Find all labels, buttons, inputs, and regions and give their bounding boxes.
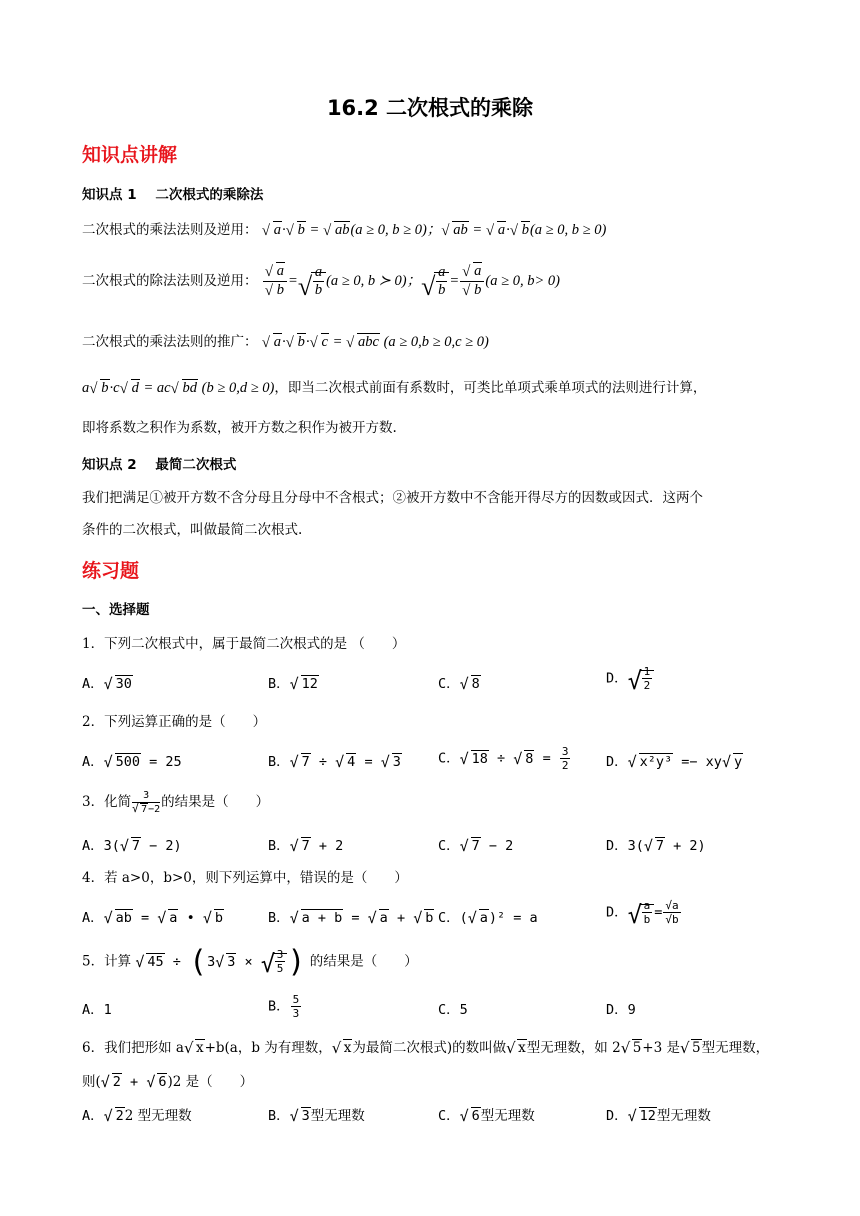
q3-option-a: A．3( √ 7 − 2) [82, 837, 182, 856]
q3-stem: 3．化简 3 √ 7−2 的结果是（ ） [82, 789, 270, 816]
mul-formula: √ a· √ b = √ ab(a ≥ 0, b ≥ 0)； √ ab = √ a· √ b(a ≥ 0, b ≥ 0) [261, 222, 607, 240]
q5-option-c: C．5 [438, 1002, 468, 1018]
kp1-mul-label: 二次根式的乘法法则及逆用： [82, 222, 258, 238]
q4-option-a: A． √ ab = √ a • √ b [82, 909, 223, 928]
q6-option-a: A． √ 22 型无理数 [82, 1107, 192, 1126]
q1-stem: 1．下列二次根式中，属于最简二次根式的是 （ ） [82, 636, 406, 652]
q2-option-b: B． √ 7 ÷ √ 4 = √ 3 [268, 753, 401, 772]
q2-option-c: C． √ 18 ÷ √ 8 = $\frac{3}{2}$ [438, 745, 569, 772]
kp1-div-rule [82, 264, 560, 299]
kp1-general-rule [82, 330, 489, 351]
kp1-coeff-text-2: 即将系数之积作为系数，被开方数之积作为被开方数. [82, 420, 397, 436]
q4-option-d: D． √ $\frac{a}{b}$ = $\frac{√a}{√b}$ [606, 899, 679, 929]
q3-option-b: B． √ 7 + 2 [268, 837, 344, 856]
q6-option-b: B． √ 3型无理数 [268, 1107, 365, 1126]
q6-stem-line1: 6．我们把形如 a √ x+b(a，b 为有理数， √ x为最简二次根式)的数叫做 √ x型无理数，如 2 √ 5+3 是 √ 5型无理数， [82, 1039, 770, 1058]
section-exercises: 练习题 [82, 560, 140, 582]
q3-option-c: C． √ 7 − 2 [438, 837, 514, 856]
kp2-heading [82, 453, 236, 473]
kp2-label: 知识点 2 [82, 457, 137, 473]
q2-option-d: D． √ x²y³ =− xy √ y [606, 753, 743, 772]
kp1-coeff-rule [82, 376, 706, 397]
kp1-name: 二次根式的乘除法 [155, 187, 264, 203]
q1-option-c: C． √ 8 [438, 675, 480, 694]
q1-option-a: A． √ 30 [82, 675, 132, 694]
q4-option-b: B． √ a + b = √ a + √ b [268, 909, 434, 928]
q1-option-d: D． √ $\frac{1}{2}$ [606, 666, 654, 691]
div-formula: √ a √ b = √ $\frac{a}{b}$ (a ≥ 0, b ≻ 0)； √ $\frac{a}{b}$ = √ a √ b (a ≥ 0, b> 0) [264, 263, 560, 301]
q2-option-a: A． √ 500 = 25 [82, 753, 182, 772]
kp2-line2: 条件的二次根式，叫做最简二次根式. [82, 522, 303, 538]
q1-option-b: B． √ 12 [268, 675, 318, 694]
q2-stem: 2．下列运算正确的是（ ） [82, 714, 267, 730]
q5-option-a: A．1 [82, 1002, 112, 1018]
kp1-heading [82, 183, 263, 203]
q4-stem: 4．若 a>0，b>0，则下列运算中，错误的是（ ） [82, 870, 408, 886]
q6-stem-line2: 则( √ 2 + √ 6)2 是（ ） [82, 1073, 254, 1092]
q3-option-d: D．3( √ 7 + 2) [606, 837, 706, 856]
page-title: 16.2 二次根式的乘除 [326, 96, 534, 120]
coeff-formula: a √ b·c √ d = ac √ bd (b ≥ 0,d ≥ 0) [82, 380, 275, 398]
part-choice: 一、选择题 [82, 602, 150, 618]
q6-option-d: D． √ 12型无理数 [606, 1107, 711, 1126]
kp1-coeff-text: ，即当二次根式前面有系数时，可类比单项式乘单项式的法则进行计算， [274, 380, 707, 396]
kp1-div-label: 二次根式的除法法则及逆用： [82, 272, 258, 289]
kp1-label: 知识点 1 [82, 187, 137, 203]
q5-option-b: B． $\frac{5}{3}$ [268, 993, 300, 1020]
q4-option-c: C．( √ a)² = a [438, 909, 538, 928]
q5-option-d: D．9 [606, 1002, 636, 1018]
general-formula: √ a· √ b· √ c = √ abc (a ≥ 0,b ≥ 0,c ≥ 0) [261, 334, 489, 352]
kp2-line1: 我们把满足①被开方数不含分母且分母中不含根式；②被开方数中不含能开得尽方的因数或因式．这两个 [82, 490, 703, 506]
q5-stem: 5．计算 √ 45 ÷ (3 √ 3 × √ $\frac{3}{5}$ ) 的结果是（ ） [82, 944, 418, 979]
kp2-name: 最简二次根式 [155, 457, 237, 473]
kp1-mul-rule [82, 218, 606, 239]
section-knowledge: 知识点讲解 [82, 144, 178, 166]
q6-option-c: C． √ 6型无理数 [438, 1107, 535, 1126]
kp1-general-label: 二次根式的乘法法则的推广： [82, 334, 258, 350]
